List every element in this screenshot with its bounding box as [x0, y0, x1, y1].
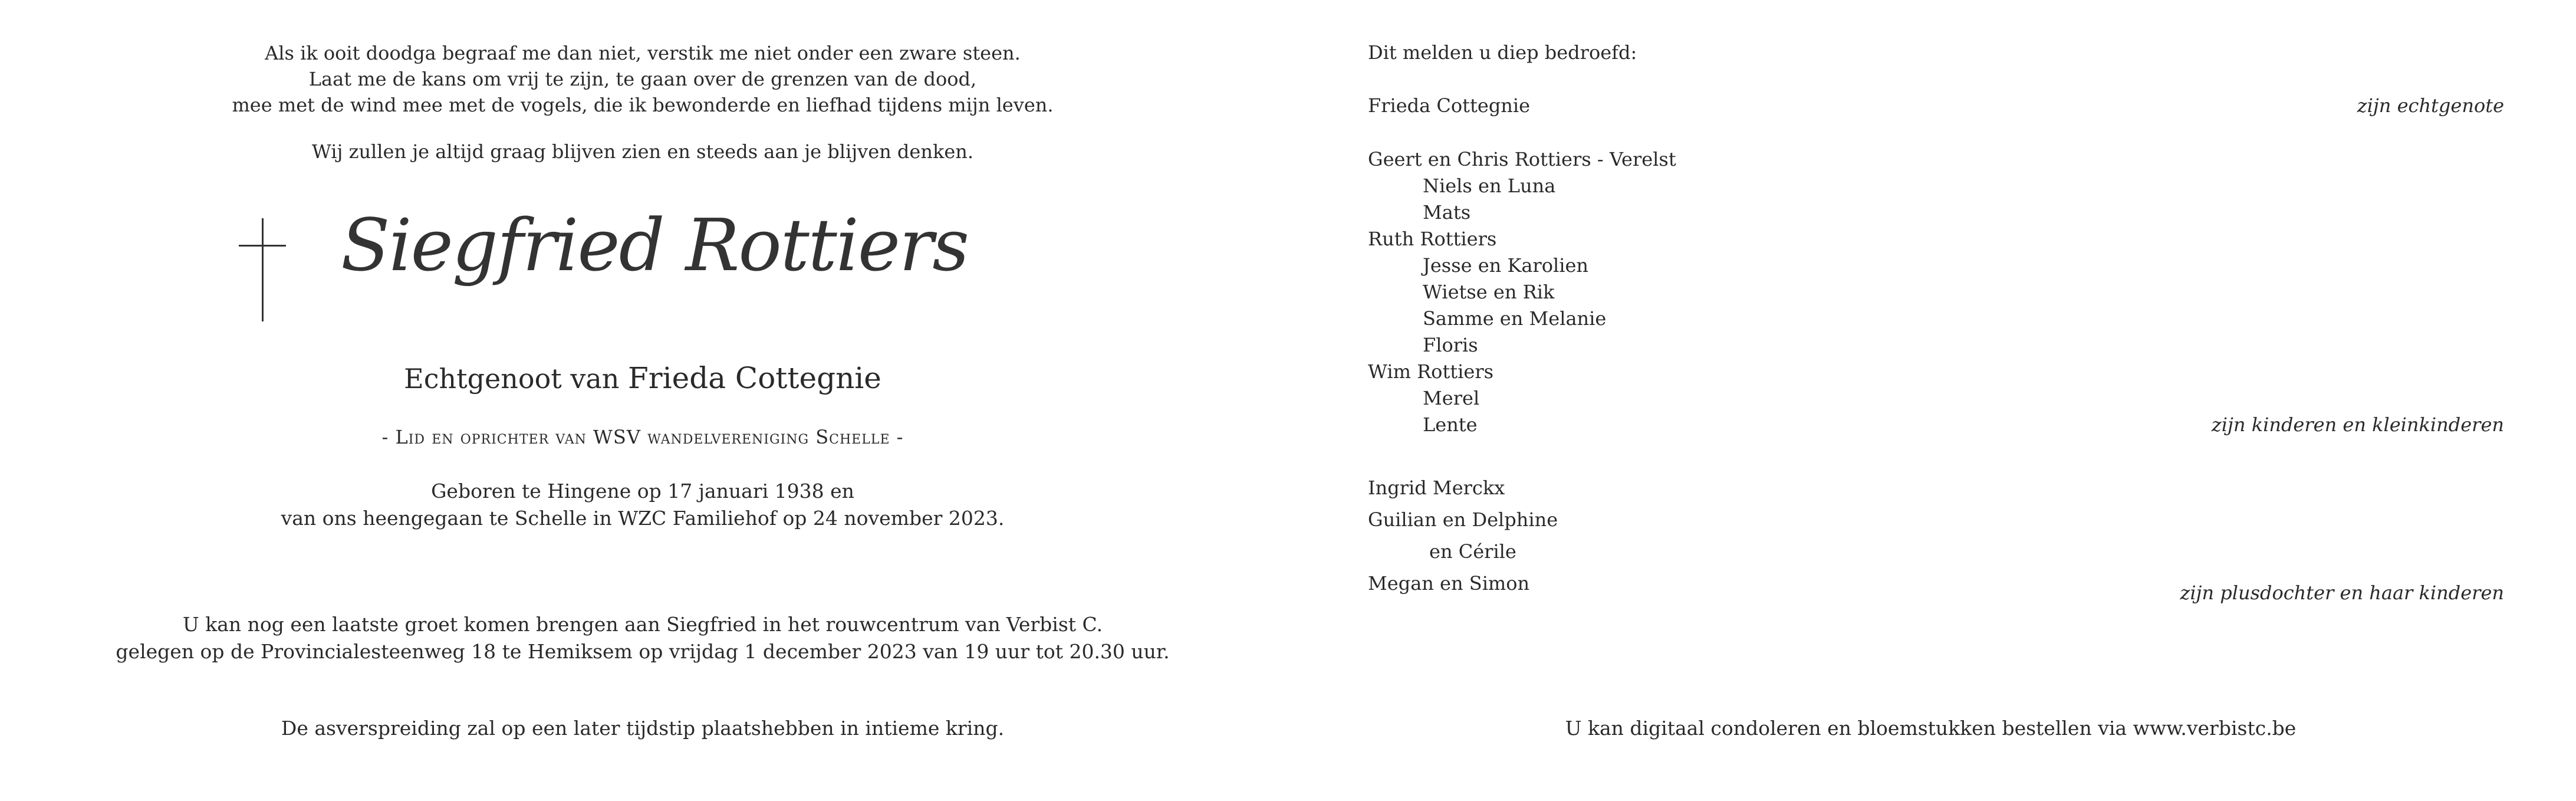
family-entry: Jesse en Karolien: [1423, 254, 1588, 277]
visitation-line: U kan nog een laatste groet komen brengen aan Siegfried in het rouwcentrum van Verbist C.: [182, 613, 1103, 636]
family-entry: Ingrid Merckx: [1368, 477, 1505, 499]
tribute-line: Wij zullen je altijd graag blijven zien en steeds aan je blijven denken.: [311, 140, 974, 163]
family-entry: en Cérile: [1429, 540, 1516, 563]
deceased-name: Siegfried Rottiers: [341, 203, 968, 287]
family-entry: Guilian en Delphine: [1368, 508, 1558, 531]
died-line: van ons heengegaan te Schelle in WZC Familiehof op 24 november 2023.: [281, 507, 1005, 530]
family-entry: Wietse en Rik: [1423, 281, 1555, 303]
children-relation: zijn kinderen en kleinkinderen: [2211, 413, 2504, 436]
condolence-footer: U kan digitaal condoleren en bloemstukken bestellen via www.verbistc.be: [1565, 717, 2297, 740]
family-entry: Geert en Chris Rottiers - Verelst: [1368, 148, 1676, 170]
membership-line: [0, 426, 1285, 448]
spouse-prefix: Echtgenoot van: [404, 363, 620, 395]
stepfamily-relation: zijn plusdochter en haar kinderen: [2180, 582, 2504, 604]
poem-line: Laat me de kans om vrij te zijn, te gaan over de grenzen van de dood,: [308, 68, 977, 90]
family-entry: Lente: [1423, 413, 1478, 436]
left-panel: [0, 0, 1285, 801]
family-entry: Merel: [1423, 387, 1480, 409]
family-entry: Megan en Simon: [1368, 572, 1530, 595]
birth-death-info: [0, 478, 1285, 532]
poem-line: Als ik ooit doodga begraaf me dan niet, verstik me niet onder een zware steen.: [265, 42, 1021, 64]
family-entry: Ruth Rottiers: [1368, 228, 1497, 250]
poem-line: mee met de wind mee met de vogels, die ik bewonderde en liefhad tijdens mijn leven.: [232, 94, 1054, 116]
scattering-note: De asverspreiding zal op een later tijdstip plaatshebben in intieme kring.: [281, 717, 1005, 740]
born-line: Geboren te Hingene op 17 januari 1938 en: [431, 480, 854, 503]
spouse-relation: zijn echtgenote: [2357, 94, 2504, 117]
visitation-line: gelegen op de Provincialesteenweg 18 te Hemiksem op vrijdag 1 december 2023 van 19 uur tot 20.30 uur.: [116, 640, 1170, 663]
family-entry: Mats: [1423, 201, 1471, 224]
spouse-entry: Frieda Cottegnie: [1368, 94, 1531, 117]
family-entry: Niels en Luna: [1423, 175, 1556, 197]
family-entry: Samme en Melanie: [1423, 307, 1607, 330]
spouse-name: Frieda Cottegnie: [628, 361, 881, 395]
membership-text: - Lid en oprichter van WSV wandelvereniging Schelle -: [381, 426, 904, 448]
announcement-intro: Dit melden u diep bedroefd:: [1368, 41, 1637, 64]
visitation-info: [0, 611, 1285, 665]
family-entry: Floris: [1423, 334, 1478, 356]
poem: [0, 40, 1285, 118]
cross-icon: [239, 218, 286, 321]
spouse-line: [0, 361, 1285, 395]
family-entry: Wim Rottiers: [1368, 360, 1494, 383]
